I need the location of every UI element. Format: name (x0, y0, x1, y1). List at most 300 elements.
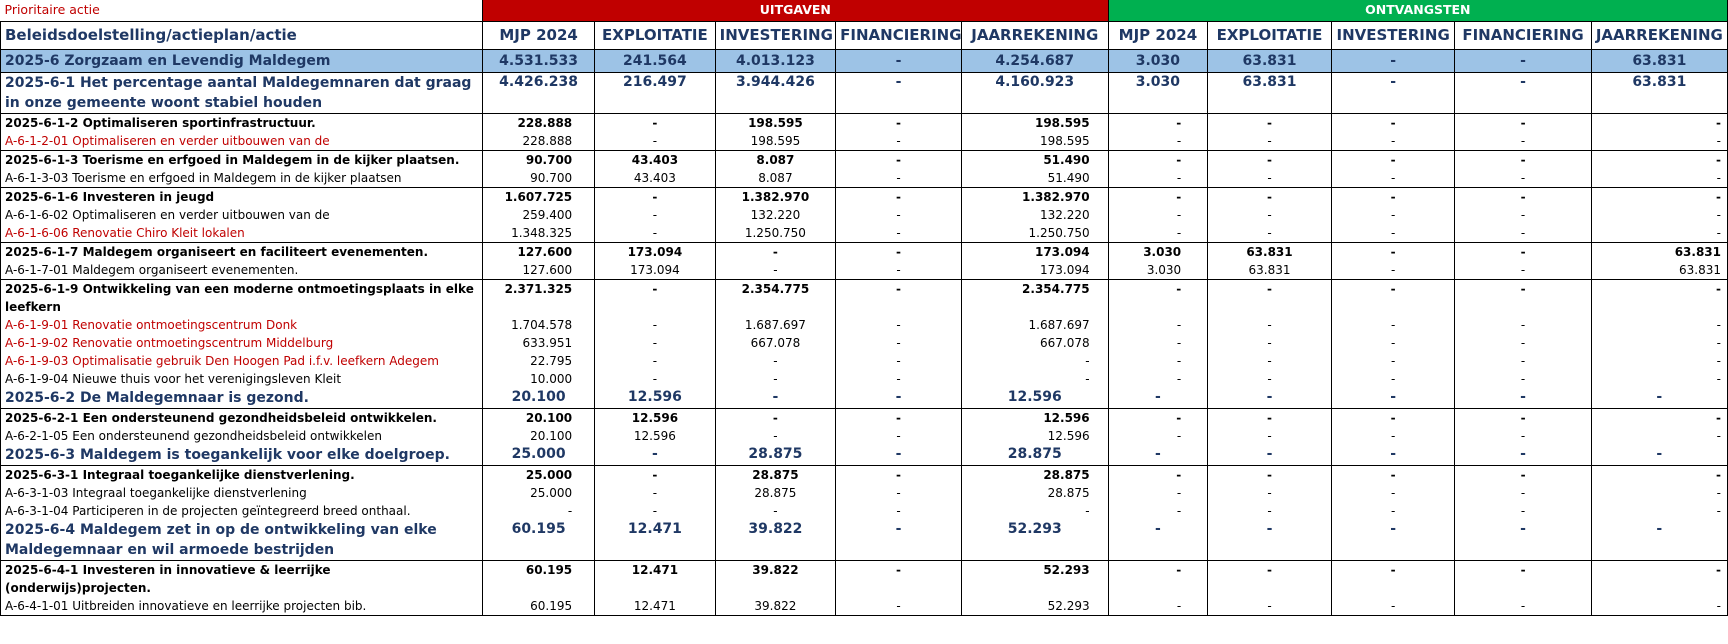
value-cell: - (836, 151, 962, 170)
row-label: 2025-6-1-6 Investeren in jeugd (1, 188, 483, 207)
value-cell: - (1591, 561, 1727, 598)
value-cell: - (1591, 520, 1727, 561)
header-cell: FINANCIERING (836, 22, 962, 50)
value-cell: 60.195 (483, 561, 595, 598)
value-cell: - (595, 334, 716, 352)
value-cell: - (836, 132, 962, 151)
value-cell: 1.687.697 (961, 316, 1108, 334)
value-cell: - (1591, 316, 1727, 334)
row-label: 2025-6-1-7 Maldegem organiseert en faciliteert evenementen. (1, 243, 483, 262)
value-cell: 1.250.750 (715, 224, 836, 243)
value-cell: - (1108, 334, 1208, 352)
row-label: A-6-1-6-06 Renovatie Chiro Kleit lokalen (1, 224, 483, 243)
value-cell: - (836, 427, 962, 445)
value-cell: - (836, 188, 962, 207)
value-cell: 12.596 (961, 388, 1108, 409)
value-cell: - (1331, 316, 1455, 334)
uitgaven-band: UITGAVEN (483, 0, 1109, 22)
value-cell: - (1591, 114, 1727, 133)
row-label: 2025-6-2 De Maldegemnaar is gezond. (1, 388, 483, 409)
table-row (1, 114, 1728, 133)
value-cell: - (1208, 334, 1332, 352)
value-cell: - (595, 352, 716, 370)
value-cell: - (595, 316, 716, 334)
value-cell: - (1108, 280, 1208, 317)
value-cell: 4.531.533 (483, 50, 595, 73)
value-cell: - (1208, 188, 1332, 207)
value-cell: - (1455, 502, 1591, 520)
row-label: 2025-6-4-1 Investeren in innovatieve & leerrijke (onderwijs)projecten. (1, 561, 483, 598)
value-cell: 52.293 (961, 597, 1108, 616)
value-cell: - (1331, 50, 1455, 73)
value-cell: - (1331, 466, 1455, 485)
value-cell: - (1208, 280, 1332, 317)
value-cell: - (715, 427, 836, 445)
value-cell: - (1108, 520, 1208, 561)
value-cell: - (1455, 409, 1591, 428)
value-cell: - (1108, 502, 1208, 520)
header-cell: EXPLOITATIE (1208, 22, 1332, 50)
value-cell: - (1331, 597, 1455, 616)
value-cell: - (1455, 114, 1591, 133)
value-cell: - (1331, 114, 1455, 133)
value-cell: - (1331, 352, 1455, 370)
value-cell: - (715, 370, 836, 388)
value-cell: 4.254.687 (961, 50, 1108, 73)
row-label: A-6-3-1-03 Integraal toegankelijke dienstverlening (1, 484, 483, 502)
value-cell: - (1455, 316, 1591, 334)
value-cell: - (836, 520, 962, 561)
table-row (1, 169, 1728, 188)
value-cell: 63.831 (1591, 261, 1727, 280)
value-cell: 63.831 (1208, 261, 1332, 280)
table-row (1, 334, 1728, 352)
value-cell: 60.195 (483, 520, 595, 561)
value-cell: - (595, 132, 716, 151)
value-cell: - (1591, 280, 1727, 317)
value-cell: - (836, 466, 962, 485)
value-cell: - (1331, 502, 1455, 520)
value-cell: - (1108, 188, 1208, 207)
value-cell: - (1208, 561, 1332, 598)
value-cell: 667.078 (961, 334, 1108, 352)
value-cell: - (1591, 169, 1727, 188)
value-cell: - (1208, 224, 1332, 243)
value-cell: 28.875 (715, 484, 836, 502)
value-cell: - (1591, 224, 1727, 243)
table-row (1, 352, 1728, 370)
value-cell: - (715, 243, 836, 262)
value-cell: 198.595 (715, 132, 836, 151)
value-cell: - (1331, 132, 1455, 151)
row-label: A-6-1-2-01 Optimaliseren en verder uitbouwen van de (1, 132, 483, 151)
value-cell: - (1208, 169, 1332, 188)
value-cell: - (1591, 334, 1727, 352)
value-cell: - (836, 445, 962, 466)
value-cell: 63.831 (1208, 73, 1332, 114)
value-cell: 12.596 (595, 409, 716, 428)
value-cell: - (1591, 188, 1727, 207)
value-cell: - (1208, 388, 1332, 409)
value-cell: - (836, 370, 962, 388)
row-label: A-6-2-1-05 Een ondersteunend gezondheidsbeleid ontwikkelen (1, 427, 483, 445)
table-row (1, 466, 1728, 485)
value-cell: - (836, 114, 962, 133)
value-cell: - (1108, 409, 1208, 428)
table-row (1, 206, 1728, 224)
value-cell: 60.195 (483, 597, 595, 616)
value-cell: 241.564 (595, 50, 716, 73)
value-cell: - (595, 445, 716, 466)
value-cell: - (1108, 484, 1208, 502)
value-cell: - (595, 502, 716, 520)
value-cell: - (1455, 334, 1591, 352)
row-label: 2025-6-1-3 Toerisme en erfgoed in Maldegem in de kijker plaatsen. (1, 151, 483, 170)
table-row (1, 484, 1728, 502)
value-cell: - (836, 484, 962, 502)
value-cell: - (1208, 597, 1332, 616)
value-cell: 12.596 (595, 427, 716, 445)
value-cell: - (836, 50, 962, 73)
value-cell: - (1455, 50, 1591, 73)
value-cell: - (595, 280, 716, 317)
row-label: 2025-6-1-9 Ontwikkeling van een moderne ontmoetingsplaats in elke leefkern (1, 280, 483, 317)
table-row (1, 561, 1728, 598)
header-row (1, 22, 1728, 50)
table-row (1, 132, 1728, 151)
value-cell: 25.000 (483, 445, 595, 466)
value-cell: 25.000 (483, 466, 595, 485)
value-cell: - (1591, 427, 1727, 445)
value-cell: 51.490 (961, 169, 1108, 188)
value-cell: 22.795 (483, 352, 595, 370)
table-row (1, 388, 1728, 409)
table-row (1, 224, 1728, 243)
value-cell: - (1591, 151, 1727, 170)
value-cell: 20.100 (483, 427, 595, 445)
value-cell: - (1455, 370, 1591, 388)
table-row (1, 502, 1728, 520)
table-row (1, 427, 1728, 445)
value-cell: - (1331, 243, 1455, 262)
row-label: A-6-1-9-04 Nieuwe thuis voor het verenigingsleven Kleit (1, 370, 483, 388)
value-cell: 28.875 (961, 445, 1108, 466)
value-cell: - (836, 243, 962, 262)
value-cell: - (1455, 352, 1591, 370)
row-label: 2025-6-3-1 Integraal toegankelijke dienstverlening. (1, 466, 483, 485)
header-cell: FINANCIERING (1455, 22, 1591, 50)
value-cell: 8.087 (715, 151, 836, 170)
value-cell: 12.596 (595, 388, 716, 409)
value-cell: 2.371.325 (483, 280, 595, 317)
value-cell: 3.030 (1108, 261, 1208, 280)
header-cell: INVESTERING (715, 22, 836, 50)
value-cell: 1.250.750 (961, 224, 1108, 243)
value-cell: 1.382.970 (715, 188, 836, 207)
value-cell: - (1331, 188, 1455, 207)
table-row (1, 280, 1728, 317)
table-row (1, 243, 1728, 262)
value-cell: - (1108, 427, 1208, 445)
value-cell: - (1331, 151, 1455, 170)
value-cell: - (1208, 151, 1332, 170)
header-cell: JAARREKENING (961, 22, 1108, 50)
value-cell: 4.160.923 (961, 73, 1108, 114)
row-label: A-6-1-7-01 Maldegem organiseert evenementen. (1, 261, 483, 280)
value-cell: 198.595 (961, 132, 1108, 151)
value-cell: - (1331, 206, 1455, 224)
value-cell: - (715, 502, 836, 520)
value-cell: - (961, 502, 1108, 520)
value-cell: - (1591, 445, 1727, 466)
value-cell: - (595, 188, 716, 207)
table-row (1, 409, 1728, 428)
row-label: A-6-1-9-01 Renovatie ontmoetingscentrum Donk (1, 316, 483, 334)
value-cell: 28.875 (961, 466, 1108, 485)
value-cell: - (961, 352, 1108, 370)
value-cell: - (715, 261, 836, 280)
value-cell: 127.600 (483, 243, 595, 262)
value-cell: - (1591, 484, 1727, 502)
value-cell: - (1108, 352, 1208, 370)
value-cell: 3.030 (1108, 73, 1208, 114)
value-cell: - (595, 370, 716, 388)
value-cell: 633.951 (483, 334, 595, 352)
value-cell: 1.382.970 (961, 188, 1108, 207)
value-cell: 173.094 (595, 243, 716, 262)
value-cell: 259.400 (483, 206, 595, 224)
value-cell: - (1108, 224, 1208, 243)
value-cell: - (1108, 206, 1208, 224)
value-cell: 216.497 (595, 73, 716, 114)
value-cell: - (1108, 388, 1208, 409)
value-cell: - (1591, 409, 1727, 428)
ontvangsten-band: ONTVANGSTEN (1108, 0, 1727, 22)
value-cell: - (595, 484, 716, 502)
value-cell: - (836, 388, 962, 409)
value-cell: - (1331, 224, 1455, 243)
value-cell: - (1108, 132, 1208, 151)
value-cell: - (836, 206, 962, 224)
table-row (1, 370, 1728, 388)
banner-row (1, 0, 1728, 22)
value-cell: 4.426.238 (483, 73, 595, 114)
value-cell: - (1108, 114, 1208, 133)
value-cell: - (1331, 73, 1455, 114)
value-cell: - (1455, 484, 1591, 502)
value-cell: 198.595 (715, 114, 836, 133)
value-cell: - (836, 352, 962, 370)
header-cell: MJP 2024 (1108, 22, 1208, 50)
value-cell: 52.293 (961, 561, 1108, 598)
value-cell: - (715, 388, 836, 409)
row-label: 2025-6 Zorgzaam en Levendig Maldegem (1, 50, 483, 73)
value-cell: 4.013.123 (715, 50, 836, 73)
value-cell: - (483, 502, 595, 520)
header-cell: JAARREKENING (1591, 22, 1727, 50)
value-cell: - (1331, 409, 1455, 428)
value-cell: - (1331, 334, 1455, 352)
value-cell: - (1591, 352, 1727, 370)
value-cell: - (1208, 114, 1332, 133)
header-cell: MJP 2024 (483, 22, 595, 50)
value-cell: 63.831 (1591, 243, 1727, 262)
value-cell: 198.595 (961, 114, 1108, 133)
value-cell: - (1208, 502, 1332, 520)
value-cell: 8.087 (715, 169, 836, 188)
value-cell: - (1208, 427, 1332, 445)
value-cell: - (1331, 484, 1455, 502)
value-cell: - (836, 409, 962, 428)
row-label: 2025-6-3 Maldegem is toegankelijk voor elke doelgroep. (1, 445, 483, 466)
value-cell: - (1331, 388, 1455, 409)
value-cell: 12.471 (595, 520, 716, 561)
value-cell: - (1455, 73, 1591, 114)
value-cell: - (1591, 502, 1727, 520)
value-cell: 63.831 (1208, 50, 1332, 73)
value-cell: - (1455, 280, 1591, 317)
header-cell: EXPLOITATIE (595, 22, 716, 50)
header-cell: INVESTERING (1331, 22, 1455, 50)
row-label: 2025-6-1 Het percentage aantal Maldegemnaren dat graag in onze gemeente woont stabiel houden (1, 73, 483, 114)
value-cell: 3.030 (1108, 50, 1208, 73)
value-cell: - (1331, 445, 1455, 466)
value-cell: 39.822 (715, 561, 836, 598)
value-cell: - (1208, 466, 1332, 485)
value-cell: - (1455, 243, 1591, 262)
header-cell: Beleidsdoelstelling/actieplan/actie (1, 22, 483, 50)
value-cell: 127.600 (483, 261, 595, 280)
value-cell: - (1108, 466, 1208, 485)
value-cell: 228.888 (483, 132, 595, 151)
row-label: A-6-1-6-02 Optimaliseren en verder uitbouwen van de (1, 206, 483, 224)
value-cell: 12.596 (961, 409, 1108, 428)
value-cell: - (836, 597, 962, 616)
value-cell: - (1208, 316, 1332, 334)
table-row (1, 597, 1728, 616)
value-cell: 63.831 (1591, 73, 1727, 114)
value-cell: - (1108, 370, 1208, 388)
value-cell: - (1455, 520, 1591, 561)
value-cell: 12.596 (961, 427, 1108, 445)
value-cell: - (1108, 445, 1208, 466)
value-cell: - (1455, 206, 1591, 224)
table-row (1, 188, 1728, 207)
value-cell: 1.607.725 (483, 188, 595, 207)
value-cell: - (1591, 132, 1727, 151)
value-cell: 173.094 (961, 243, 1108, 262)
value-cell: - (836, 316, 962, 334)
value-cell: - (595, 224, 716, 243)
value-cell: - (1331, 427, 1455, 445)
value-cell: 43.403 (595, 169, 716, 188)
value-cell: 52.293 (961, 520, 1108, 561)
value-cell: 1.704.578 (483, 316, 595, 334)
value-cell: 173.094 (961, 261, 1108, 280)
row-label: A-6-1-3-03 Toerisme en erfgoed in Maldegem in de kijker plaatsen (1, 169, 483, 188)
table-row (1, 261, 1728, 280)
value-cell: - (961, 370, 1108, 388)
value-cell: - (836, 261, 962, 280)
value-cell: - (1455, 151, 1591, 170)
value-cell: 667.078 (715, 334, 836, 352)
value-cell: - (1208, 409, 1332, 428)
value-cell: 90.700 (483, 169, 595, 188)
value-cell: 28.875 (961, 484, 1108, 502)
value-cell: - (1208, 132, 1332, 151)
value-cell: 20.100 (483, 409, 595, 428)
value-cell: - (1591, 597, 1727, 616)
value-cell: 12.471 (595, 561, 716, 598)
value-cell: - (1108, 561, 1208, 598)
table-row (1, 50, 1728, 73)
table-row (1, 445, 1728, 466)
row-label: A-6-1-9-03 Optimalisatie gebruik Den Hoogen Pad i.f.v. leefkern Adegem (1, 352, 483, 370)
value-cell: 3.944.426 (715, 73, 836, 114)
value-cell: 39.822 (715, 520, 836, 561)
row-label: A-6-1-9-02 Renovatie ontmoetingscentrum Middelburg (1, 334, 483, 352)
value-cell: 1.348.325 (483, 224, 595, 243)
value-cell: 28.875 (715, 466, 836, 485)
value-cell: - (1108, 316, 1208, 334)
value-cell: 25.000 (483, 484, 595, 502)
value-cell: - (1455, 427, 1591, 445)
value-cell: 132.220 (715, 206, 836, 224)
value-cell: - (836, 224, 962, 243)
value-cell: - (836, 561, 962, 598)
value-cell: - (836, 280, 962, 317)
value-cell: 39.822 (715, 597, 836, 616)
value-cell: - (836, 334, 962, 352)
value-cell: 1.687.697 (715, 316, 836, 334)
value-cell: - (1455, 261, 1591, 280)
value-cell: - (1455, 132, 1591, 151)
value-cell: 28.875 (715, 445, 836, 466)
value-cell: - (715, 409, 836, 428)
value-cell: - (595, 466, 716, 485)
value-cell: 132.220 (961, 206, 1108, 224)
row-label: A-6-4-1-01 Uitbreiden innovatieve en leerrijke projecten bib. (1, 597, 483, 616)
value-cell: 43.403 (595, 151, 716, 170)
value-cell: - (1455, 169, 1591, 188)
value-cell: - (1331, 261, 1455, 280)
value-cell: - (1208, 206, 1332, 224)
value-cell: - (595, 114, 716, 133)
value-cell: - (715, 352, 836, 370)
value-cell: 63.831 (1208, 243, 1332, 262)
value-cell: - (1455, 597, 1591, 616)
prioritaire-actie-legend: Prioritaire actie (4, 2, 100, 17)
value-cell: - (1331, 561, 1455, 598)
value-cell: 20.100 (483, 388, 595, 409)
value-cell: 173.094 (595, 261, 716, 280)
value-cell: - (1591, 466, 1727, 485)
value-cell: - (1455, 188, 1591, 207)
value-cell: - (1455, 466, 1591, 485)
row-label: 2025-6-4 Maldegem zet in op de ontwikkeling van elke Maldegemnaar en wil armoede bestrijden (1, 520, 483, 561)
table-row (1, 316, 1728, 334)
table-row (1, 73, 1728, 114)
value-cell: 2.354.775 (715, 280, 836, 317)
row-label: A-6-3-1-04 Participeren in de projecten geïntegreerd breed onthaal. (1, 502, 483, 520)
value-cell: - (1331, 520, 1455, 561)
value-cell: - (1208, 445, 1332, 466)
row-label: 2025-6-2-1 Een ondersteunend gezondheidsbeleid ontwikkelen. (1, 409, 483, 428)
value-cell: - (1455, 445, 1591, 466)
value-cell: - (836, 169, 962, 188)
value-cell: 90.700 (483, 151, 595, 170)
value-cell: 2.354.775 (961, 280, 1108, 317)
